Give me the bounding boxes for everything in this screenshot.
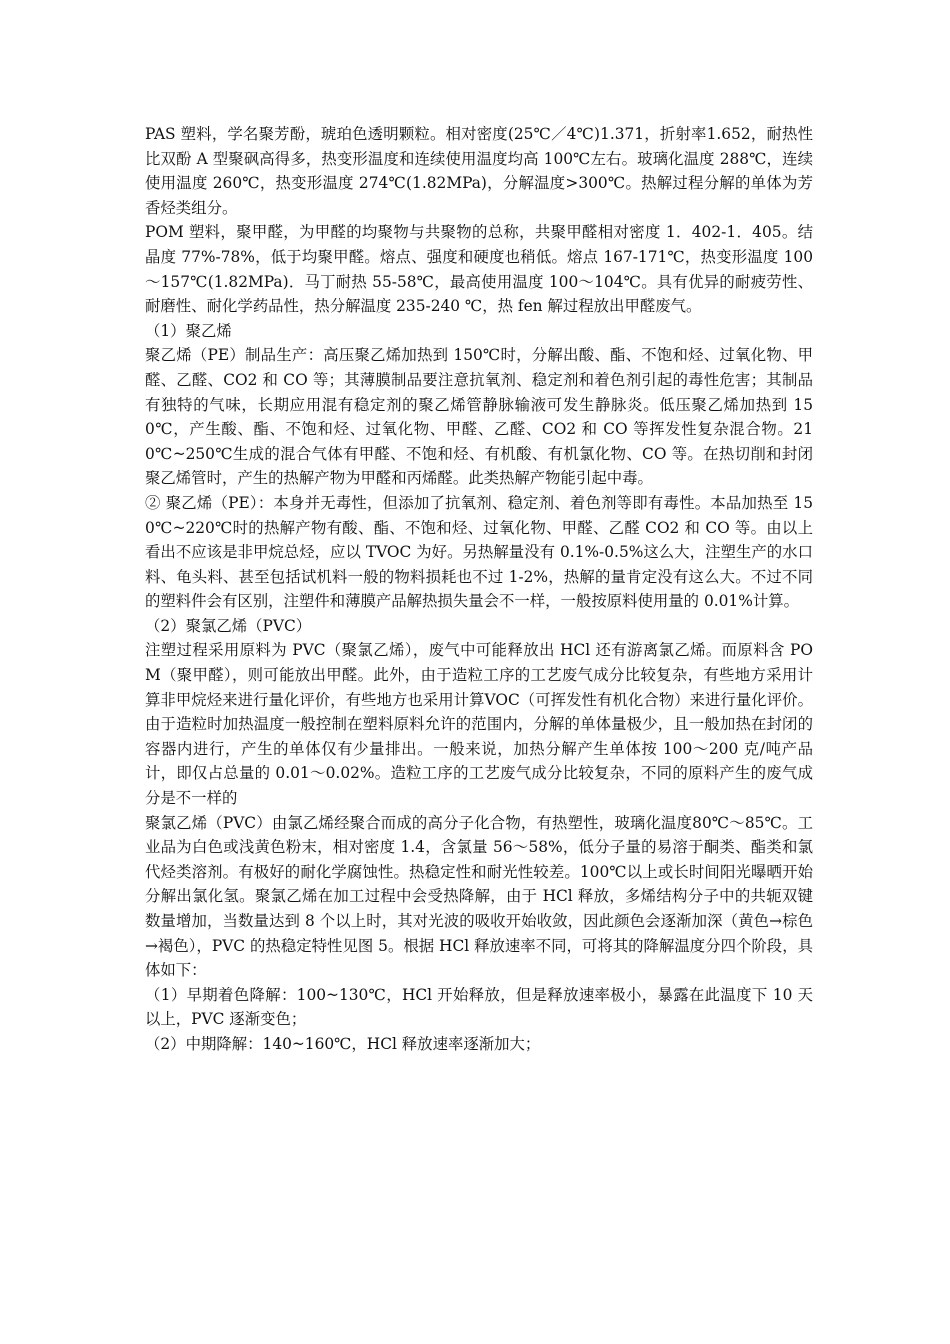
- paragraph-pe-production: 聚乙烯（PE）制品生产：高压聚乙烯加热到 150℃时，分解出酸、酯、不饱和烃、过氧化物、甲醛、乙醛、CO2 和 CO 等；其薄膜制品要注意抗氧剂、稳定剂和着色剂引起的毒性危害；其制品有独特的气味，长期应用混有稳定剂的聚乙烯管静脉输液可发生静脉炎。低压聚乙烯加热到 150℃，产生酸、酯、不饱和烃、过氧化物、甲醛、乙醛、CO2 和 CO 等挥发性复杂混合物。210℃~250℃生成的混合气体有甲醛、不饱和烃、有机酸、有机氯化物、CO 等。在热切削和封闭聚乙烯管时，产生的热解产物为甲醛和丙烯醛。此类热解产物能引起中毒。: [145, 346, 813, 488]
- paragraph-pas-plastic: PAS 塑料，学名聚芳酚，琥珀色透明颗粒。相对密度(25℃／4℃)1.371，折射率1.652，耐热性比双酚 A 型聚砜高得多，热变形温度和连续使用温度均高 100℃左右。玻璃化温度 288℃，连续使用温度 260℃，热变形温度 274℃(1.82MPa)，分解温度>300℃。热解过程分解的单体为芳香烃类组分。: [145, 125, 813, 217]
- paragraph-pe-toxicity: ② 聚乙烯（PE）：本身并无毒性，但添加了抗氧剂、稳定剂、着色剂等即有毒性。本品加热至 150℃~220℃时的热解产物有酸、酯、不饱和烃、过氧化物、甲醛、乙醛 CO2 和 CO 等。由以上看出不应该是非甲烷总烃，应以 TVOC 为好。另热解量没有 0.1%-0.5%这么大，注塑生产的水口料、龟头料、甚至包括试机料一般的物料损耗也不过 1-2%，热解的量肯定没有这么大。不过不同的塑料件会有区别，注塑件和薄膜产品解热损失量会不一样，一般按原料使用量的 0.01%计算。: [145, 493, 813, 611]
- heading-pvc: （2）聚氯乙烯（PVC）: [145, 616, 312, 635]
- document-body: [145, 122, 813, 1057]
- paragraph-injection-process: 注塑过程采用原料为 PVC（聚氯乙烯），废气中可能释放出 HCl 还有游离氯乙烯。而原料含 POM（聚甲醛），则可能放出甲醛。此外，由于造粒工序的工艺废气成分比较复杂，有些地方采用计算非甲烷烃来进行量化评价，有些地方也采用计算VOC（可挥发性有机化合物）来进行量化评价。由于造粒时加热温度一般控制在塑料原料允许的范围内，分解的单体量极少，且一般加热在封闭的容器内进行，产生的单体仅有少量排出。一般来说，加热分解产生单体按 100～200 克/吨产品计，即仅占总量的 0.01～0.02%。造粒工序的工艺废气成分比较复杂，不同的原料产生的废气成分是不一样的: [145, 641, 813, 808]
- paragraph-pvc-properties: 聚氯乙烯（PVC）由氯乙烯经聚合而成的高分子化合物，有热塑性，玻璃化温度80℃～85℃。工业品为白色或浅黄色粉末，相对密度 1.4，含氯量 56～58%，低分子量的易溶于酮类、酯类和氯代烃类溶剂。有极好的耐化学腐蚀性。热稳定性和耐光性较差。100℃以上或长时间阳光曝晒开始分解出氯化氢。聚氯乙烯在加工过程中会受热降解，由于 HCl 释放，多烯结构分子中的共轭双键数量增加，当数量达到 8 个以上时，其对光波的吸收开始收敛，因此颜色会逐渐加深（黄色→棕色→褐色），PVC 的热稳定特性见图 5。根据 HCl 释放速率不同，可将其的降解温度分四个阶段，具体如下：: [145, 813, 813, 980]
- paragraph-mid-degradation: （2）中期降解：140~160℃，HCl 释放速率逐渐加大；: [145, 1034, 541, 1053]
- paragraph-pom-plastic: POM 塑料，聚甲醛，为甲醛的均聚物与共聚物的总称，共聚甲醛相对密度 1．402-1．405。结晶度 77%-78%，低于均聚甲醛。熔点、强度和硬度也稍低。熔点 167-171℃，热变形温度 100～157℃(1.82MPa)．马丁耐热 55-58℃，最高使用温度 100～104℃。具有优异的耐疲劳性、耐磨性、耐化学药品性，热分解温度 235-240 ℃，热 fen 解过程放出甲醛废气。: [145, 223, 813, 316]
- heading-polyethylene: （1）聚乙烯: [145, 321, 232, 340]
- paragraph-early-degradation: （1）早期着色降解：100~130℃，HCl 开始释放，但是释放速率极小，暴露在此温度下 10 天以上，PVC 逐渐变色；: [145, 985, 813, 1029]
